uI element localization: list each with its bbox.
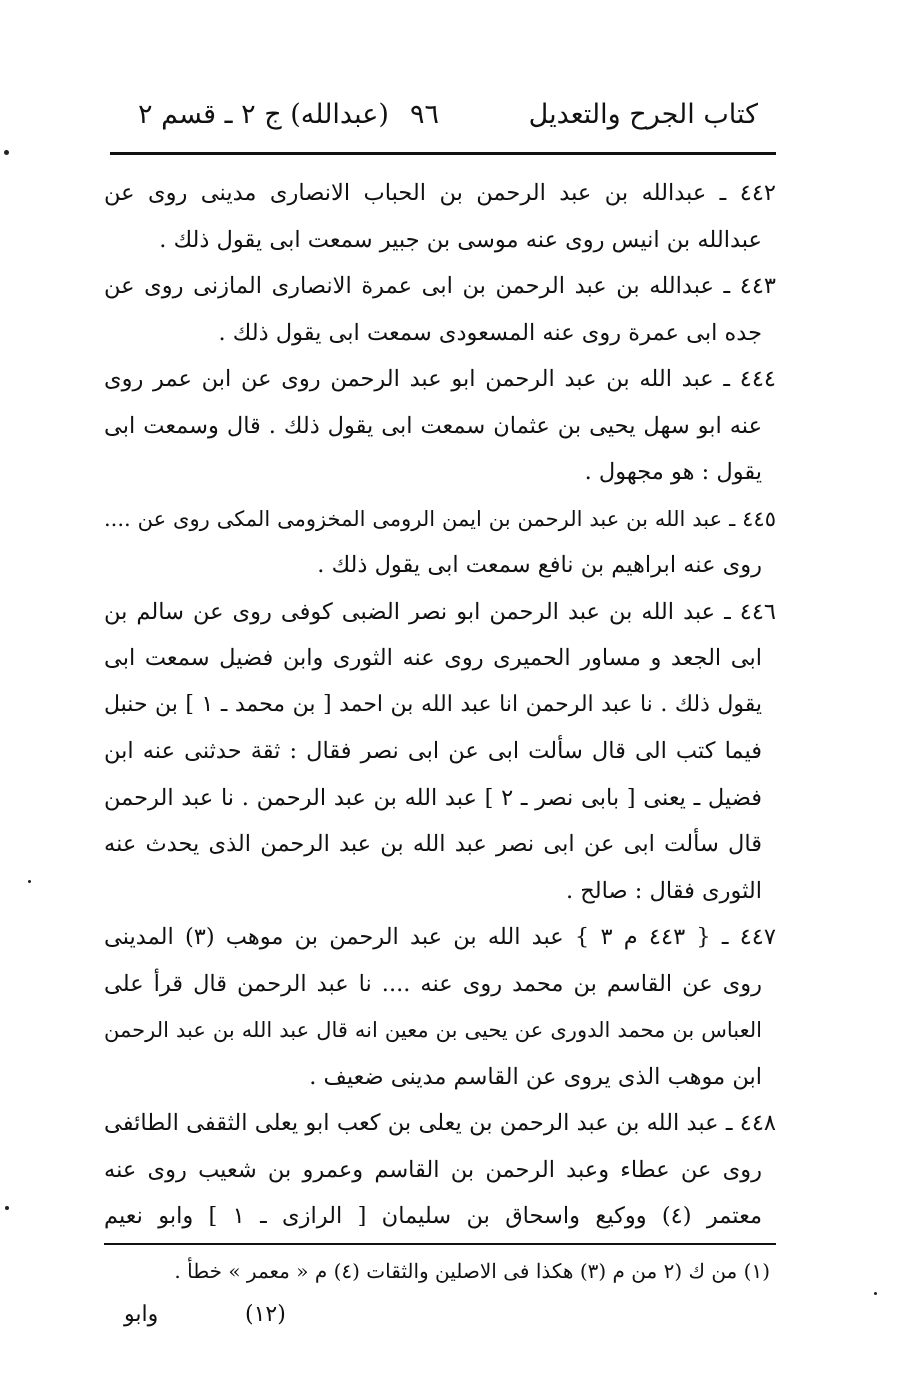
volume-label: (عبدالله) ج ٢ ـ قسم ٢ xyxy=(138,99,389,130)
scan-speck xyxy=(5,1206,9,1210)
running-head xyxy=(118,95,770,143)
entry-444-line-2: عنه ابو سهل يحيى بن عثمان سمعت ابى يقول ذلك . قال وسمعت ابى xyxy=(104,412,762,439)
scan-speck xyxy=(874,1292,877,1295)
body-text xyxy=(104,170,776,1240)
catchword: وابو xyxy=(124,1302,159,1327)
footnote-rule xyxy=(104,1243,776,1245)
footnote: (١) من ك (٢ من م (٣) هكذا فى الاصلين والثقات (٤) م « معمر » خطأ . xyxy=(174,1259,770,1283)
entry-446-line-6: قال سألت ابى عن ابى نصر عبد الله بن عبد الرحمن الذى يحدث عنه xyxy=(104,831,762,857)
entry-447-line-3: العباس بن محمد الدورى عن يحيى بن معين انه قال عبد الله بن عبد الرحمن xyxy=(104,1018,762,1042)
entry-446-line-5: فضيل ـ يعنى [ بابى نصر ـ ٢ ] عبد الله بن عبد الرحمن . نا عبد الرحمن xyxy=(104,784,762,811)
scan-speck xyxy=(4,150,9,155)
entry-446-line-1: ٤٤٦ ـ عبد الله بن عبد الرحمن ابو نصر الضبى كوفى روى عن سالم بن xyxy=(104,598,776,625)
entry-442-line-1: ٤٤٢ ـ عبدالله بن عبد الرحمن بن الحباب الانصارى مدينى روى عن xyxy=(104,180,776,206)
entry-448-line-2: روى عن عطاء وعبد الرحمن بن القاسم وعمرو بن شعيب روى عنه xyxy=(104,1156,762,1183)
entry-448-line-1: ٤٤٨ ـ عبد الله بن عبد الرحمن بن يعلى بن كعب ابو يعلى الثقفى الطائفى xyxy=(104,1110,776,1136)
entry-447-line-4: ابن موهب الذى يروى عن القاسم مدينى ضعيف . xyxy=(309,1063,762,1090)
entry-445-line-2: روى عنه ابراهيم بن نافع سمعت ابى يقول ذلك . xyxy=(317,552,762,578)
header-rule xyxy=(110,152,776,155)
entry-446-line-4: فيما كتب الى قال سألت ابى عن ابى نصر فقال : ثقة حدثنى عنه ابن xyxy=(104,738,762,764)
entry-448-line-3: معتمر (٤) ووكيع واسحاق بن سليمان [ الرازى ـ ١ ] وابو نعيم xyxy=(104,1203,762,1229)
entry-447-line-2: روى عن القاسم بن محمد روى عنه .... نا عبد الرحمن قال قرأ على xyxy=(104,970,762,997)
entry-443-line-2: جده ابى عمرة روى عنه المسعودى سمعت ابى يقول ذلك . xyxy=(218,319,762,346)
entry-447-line-1: ٤٤٧ ـ { ٤٤٣ م ٣ } عبد الله بن عبد الرحمن بن موهب (٣) المدينى xyxy=(104,924,776,950)
entry-442-line-2: عبدالله بن انيس روى عنه موسى بن جبير سمعت ابى يقول ذلك . xyxy=(159,226,762,253)
entry-446-line-2: ابى الجعد و مساور الحميرى روى عنه الثورى وابن فضيل سمعت ابى xyxy=(104,645,762,671)
entry-443-line-1: ٤٤٣ ـ عبدالله بن عبد الرحمن بن ابى عمرة الانصارى المازنى روى عن xyxy=(104,273,776,299)
entry-445-line-1: ٤٤٥ ـ عبد الله بن عبد الرحمن بن ايمن الرومى المخزومى المكى روى عن .... xyxy=(104,506,776,531)
page-number: ٩٦ xyxy=(410,99,440,130)
entry-446-line-3: يقول ذلك . نا عبد الرحمن انا عبد الله بن احمد [ بن محمد ـ ١ ] بن حنبل xyxy=(104,691,762,717)
entry-444-line-1: ٤٤٤ ـ عبد الله بن عبد الرحمن ابو عبد الرحمن روى عن ابن عمر روى xyxy=(104,366,776,392)
scan-speck xyxy=(28,880,31,883)
book-title: كتاب الجرح والتعديل xyxy=(528,99,758,130)
signature-mark: (١٢) xyxy=(245,1302,286,1327)
entry-446-line-7: الثورى فقال : صالح . xyxy=(565,877,762,904)
entry-444-line-3: يقول : هو مجهول . xyxy=(584,459,762,485)
